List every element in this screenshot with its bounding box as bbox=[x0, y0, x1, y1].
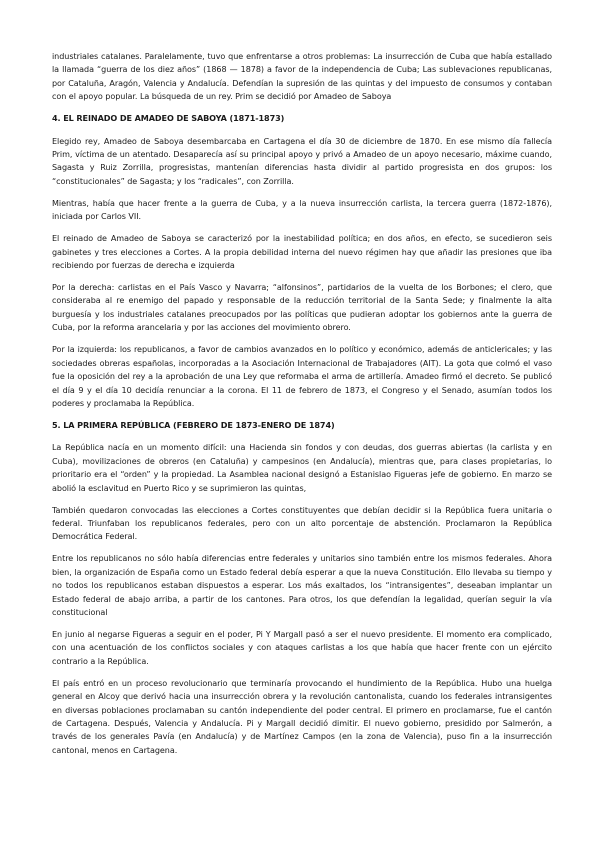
section-heading-first-republic: 5. LA PRIMERA REPÚBLICA (FEBRERO DE 1873-ENERO DE 1874) bbox=[52, 419, 335, 430]
paragraph-federal-divisions: Entre los republicanos no sólo había diferencias entre federales y unitarios sino también entre los mismos federales. Ahora bien, la organización de España como un Estado federal debía esperar a que la nueva Constitución. Ello llevaba su tiempo y no todos los republicanos estaban dispuestos a esperar. Los más exaltados, los “intransigentes”, deseaban implantar un Estado federal de abajo arriba, a partir de los cantones. Para otros, los que defendían la legalidad, querían seguir la vía constitucional bbox=[52, 554, 552, 617]
paragraph-cantonal-revolution: El país entró en un proceso revolucionario que terminaría provocando el hundimiento de la República. Hubo una huelga general en Alcoy que derivó hacia una insurrección obrera y la revolución cantonalista, cuando los federales intransigentes en diversas poblaciones proclamaban su cantón independiente del poder central. El primero en proclamarse, fue el cantón de Cartagena. Después, Valencia y Andalucía. Pi y Margall decidió dimitir. El nuevo gobierno, presidido por Salmerón, a través de los generales Pavía (en Andalucía) y de Martínez Campos (en la zona de Valencia), puso fin a la insurrección cantonal, menos en Cartagena. bbox=[52, 678, 552, 755]
paragraph-political-instability: El reinado de Amadeo de Saboya se caracterizó por la inestabilidad política; en dos años, en efecto, se sucedieron seis gabinetes y tres elecciones a Cortes. A la propia debilidad interna del nuevo régimen hay que añadir las presiones que iba recibiendo por fuerzas de derecha e izquierda bbox=[52, 234, 552, 271]
paragraph-republic-birth: La República nacía en un momento difícil: una Hacienda sin fondos y con deudas, dos guerras abiertas (la carlista y en Cuba), movilizaciones de obreros (en Cataluña) y campesinos (en Andalucía), mientras que, para clases propietarias, lo prioritario era el “orden” y la propiedad. La Asamblea nacional designó a Estanislao Figueras jefe de gobierno. En marzo se abolió la esclavitud en Puerto Rico y se suprimieron las quintas, bbox=[52, 443, 552, 493]
paragraph-intro-continuation: industriales catalanes. Paralelamente, tuvo que enfrentarse a otros problemas: La insurrección de Cuba que había estallado la llamada “guerra de los diez años” (1868 — 1878) a favor de la independencia de Cuba; Las sublevaciones republicanas, por Cataluña, Aragón, Valencia y Andalucía. Defendían la supresión de las quintas y del impuesto de consumos y contaban con el apoyo popular. La búsqueda de un rey. Prim se decidió por Amadeo de Saboya bbox=[52, 52, 552, 102]
paragraph-amadeo-arrival: Elegido rey, Amadeo de Saboya desembarcaba en Cartagena el día 30 de diciembre de 1870. En ese mismo día fallecía Prim, víctima de un atentado. Desaparecía así su principal apoyo y privó a Amadeo de un apoyo necesario, máxime cuando, Sagasta y Ruiz Zorrilla, progresistas, mantenían diferencias hasta dividir al partido progresista en dos grupos: los “constitucionales” de Sagasta; y los “radicales”, con Zorrilla. bbox=[52, 136, 552, 186]
paragraph-right-pressures: Por la derecha: carlistas en el País Vasco y Navarra; “alfonsinos”, partidarios de la vuelta de los Borbones; el clero, que consideraba al re enemigo del papado y responsable de la reducción territorial de la Santa Sede; y finalmente la alta burguesía y los industriales catalanes preocupados por las políticas que pudieran adoptar los gobiernos ante la guerra de Cuba, por la reforma arancelaria y por las acciones del movimiento obrero. bbox=[52, 283, 552, 333]
paragraph-constituent-elections: También quedaron convocadas las elecciones a Cortes constituyentes que debían decidir si la República fuera unitaria o federal. Triunfaban los republicanos federales, pero con un alto porcentaje de abstención. Proclamaron la República Democrática Federal. bbox=[52, 505, 552, 542]
paragraph-cuba-carlist-war: Mientras, había que hacer frente a la guerra de Cuba, y a la nueva insurrección carlista, la tercera guerra (1872-1876), iniciada por Carlos VII. bbox=[52, 198, 552, 222]
paragraph-pi-y-margall: En junio al negarse Figueras a seguir en el poder, Pi Y Margall pasó a ser el nuevo presidente. El momento era complicado, con una acentuación de los conflictos sociales y con ataques carlistas a los que había que hacer frente con un ejército contrario a la República. bbox=[52, 629, 552, 666]
section-heading-amadeo: 4. EL REINADO DE AMADEO DE SABOYA (1871-1873) bbox=[52, 113, 285, 124]
paragraph-left-pressures: Por la izquierda: los republicanos, a favor de cambios avanzados en lo político y económico, además de anticlericales; y las sociedades obreras españolas, incorporadas a la Asociación Internacional de Trabajadores (AIT). La gota que colmó el vaso fue la oposición del rey a la aprobación de una Ley que reformaba el arma de artillería. Amadeo firmó el decreto. Se publicó el día 9 y el día 10 decidía renunciar a la corona. El 11 de febrero de 1873, el Congreso y el Senado, asumían todos los poderes y proclamaba la República. bbox=[52, 345, 552, 408]
